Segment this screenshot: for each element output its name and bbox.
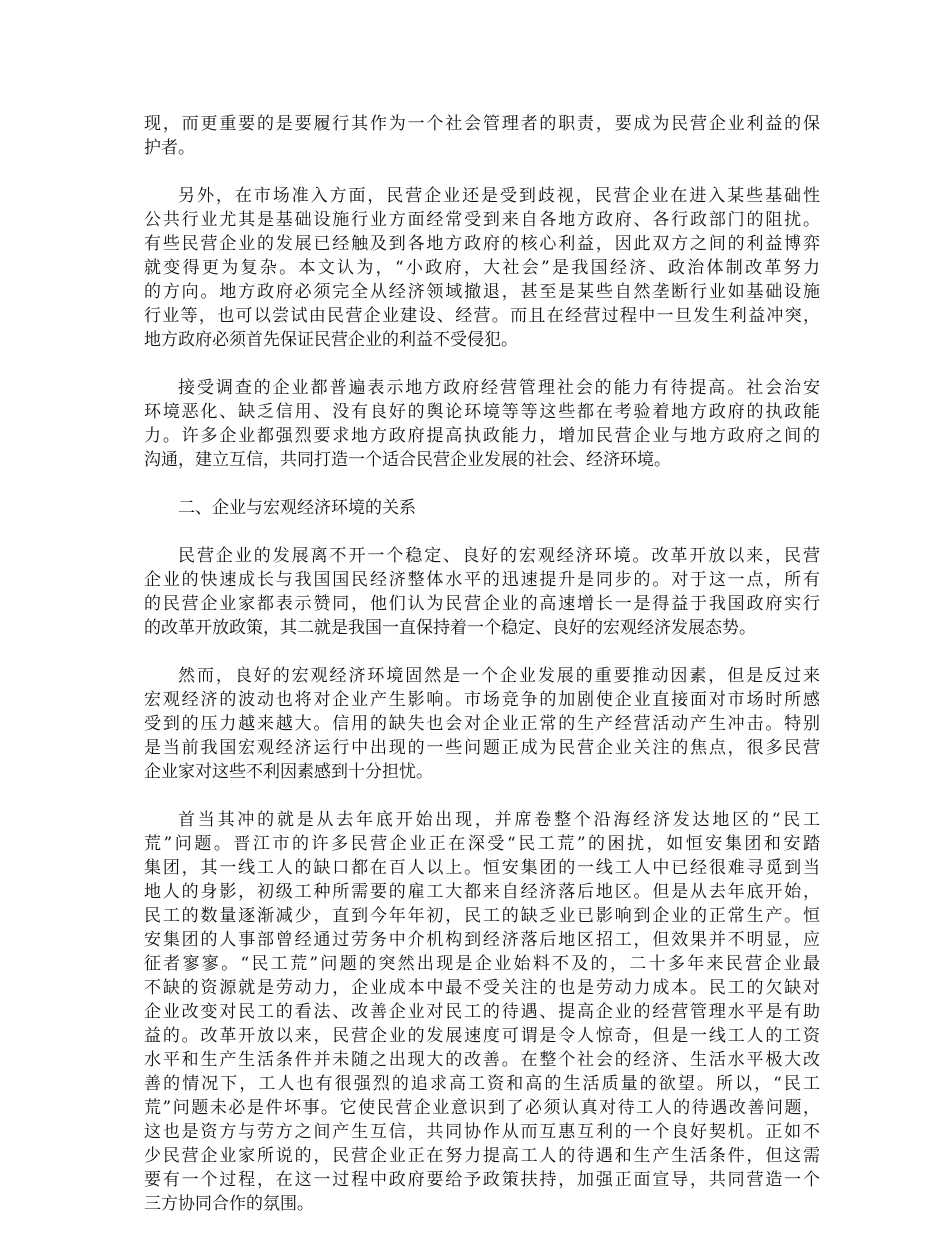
- paragraph-3: [144, 376, 820, 472]
- text-line: 沟通，建立互信，共同打造一个适合民营企业发展的社会、经济环境。: [144, 450, 671, 470]
- text-line: 有些民营企业的发展已经触及到各地方政府的核心利益，因此双方之间的利益博弈: [144, 234, 820, 254]
- text-line: 环境恶化、缺乏信用、没有良好的舆论环境等等这些都在考验着地方政府的执政能: [144, 402, 820, 422]
- text-line: 的改革开放政策，其二就是我国一直保持着一个稳定、良好的宏观经济发展态势。: [144, 618, 756, 638]
- text-line: 接受调查的企业都普遍表示地方政府经营管理社会的能力有待提高。社会治安: [178, 378, 820, 398]
- text-line: 地方政府必须首先保证民营企业的利益不受侵犯。: [144, 330, 518, 350]
- text-line: 护者。: [144, 138, 195, 158]
- paragraph-5: [144, 664, 820, 784]
- document-page: [144, 112, 820, 1240]
- text-line: 善的情况下，工人也有很强烈的追求高工资和高的生活质量的欲望。所以，“民工: [144, 1074, 820, 1094]
- text-line: 宏观经济的波动也将对企业产生影响。市场竞争的加剧使企业直接面对市场时所感: [144, 690, 820, 710]
- text-line: 公共行业尤其是基础设施行业方面经常受到来自各地方政府、各行政部门的阻扰。: [144, 210, 820, 230]
- text-line: 少民营企业家所说的，民营企业正在努力提高工人的待遇和生产生活条件，但这需: [144, 1146, 820, 1166]
- text-line: 水平和生产生活条件并未随之出现大的改善。在整个社会的经济、生活水平极大改: [144, 1050, 820, 1070]
- paragraph-1: [144, 112, 820, 160]
- text-line: 的方向。地方政府必须完全从经济领域撤退，甚至是某些自然垄断行业如基础设施: [144, 282, 820, 302]
- text-line: 力。许多企业都强烈要求地方政府提高执政能力，增加民营企业与地方政府之间的: [144, 426, 820, 446]
- paragraph-4: [144, 544, 820, 640]
- text-line: 民营企业的发展离不开一个稳定、良好的宏观经济环境。改革开放以来，民营: [178, 546, 820, 566]
- heading-text: 二、企业与宏观经济环境的关系: [178, 498, 416, 518]
- text-line: 就变得更为复杂。本文认为，“小政府，大社会”是我国经济、政治体制改革努力: [144, 258, 820, 278]
- text-line: 要有一个过程，在这一过程中政府要给予政策扶持，加强正面宣导，共同营造一个: [144, 1170, 820, 1190]
- section-heading: [144, 496, 820, 520]
- text-line: 现，而更重要的是要履行其作为一个社会管理者的职责，要成为民营企业利益的保: [144, 114, 820, 134]
- text-line: 征者寥寥。“民工荒”问题的突然出现是企业始料不及的，二十多年来民营企业最: [144, 954, 820, 974]
- text-line: 首当其冲的就是从去年底开始出现，并席卷整个沿海经济发达地区的“民工: [178, 810, 820, 830]
- text-line: 益的。改革开放以来，民营企业的发展速度可谓是令人惊奇，但是一线工人的工资: [144, 1026, 820, 1046]
- text-line: 另外，在市场准入方面，民营企业还是受到歧视，民营企业在进入某些基础性: [178, 186, 820, 206]
- paragraph-6: [144, 808, 820, 1216]
- paragraph-2: [144, 184, 820, 352]
- text-line: 然而，良好的宏观经济环境固然是一个企业发展的重要推动因素，但是反过来: [178, 666, 820, 686]
- text-line: 企业的快速成长与我国国民经济整体水平的迅速提升是同步的。对于这一点，所有: [144, 570, 820, 590]
- text-line: 荒”问题。晋江市的许多民营企业正在深受“民工荒”的困扰，如恒安集团和安踏: [144, 834, 820, 854]
- text-line: 不缺的资源就是劳动力，企业成本中最不受关注的也是劳动力成本。民工的欠缺对: [144, 978, 820, 998]
- text-line: 集团，其一线工人的缺口都在百人以上。恒安集团的一线工人中已经很难寻觅到当: [144, 858, 820, 878]
- text-line: 企业家对这些不利因素感到十分担忧。: [144, 762, 433, 782]
- text-line: 这也是资方与劳方之间产生互信，共同协作从而互惠互利的一个良好契机。正如不: [144, 1122, 820, 1142]
- text-line: 行业等，也可以尝试由民营企业建设、经营。而且在经营过程中一旦发生利益冲突，: [144, 306, 820, 326]
- text-line: 地人的身影，初级工种所需要的雇工大都来自经济落后地区。但是从去年底开始，: [144, 882, 820, 902]
- text-line: 荒”问题未必是件坏事。它使民营企业意识到了必须认真对待工人的待遇改善问题，: [144, 1098, 820, 1118]
- text-line: 企业改变对民工的看法、改善企业对民工的待遇、提高企业的经营管理水平是有助: [144, 1002, 820, 1022]
- text-line: 受到的压力越来越大。信用的缺失也会对企业正常的生产经营活动产生冲击。特别: [144, 714, 820, 734]
- text-line: 安集团的人事部曾经通过劳务中介机构到经济落后地区招工，但效果并不明显，应: [144, 930, 820, 950]
- text-line: 的民营企业家都表示赞同，他们认为民营企业的高速增长一是得益于我国政府实行: [144, 594, 820, 614]
- text-line: 三方协同合作的氛围。: [144, 1194, 314, 1214]
- text-line: 是当前我国宏观经济运行中出现的一些问题正成为民营企业关注的焦点，很多民营: [144, 738, 820, 758]
- text-line: 民工的数量逐渐减少，直到今年年初，民工的缺乏业已影响到企业的正常生产。恒: [144, 906, 820, 926]
